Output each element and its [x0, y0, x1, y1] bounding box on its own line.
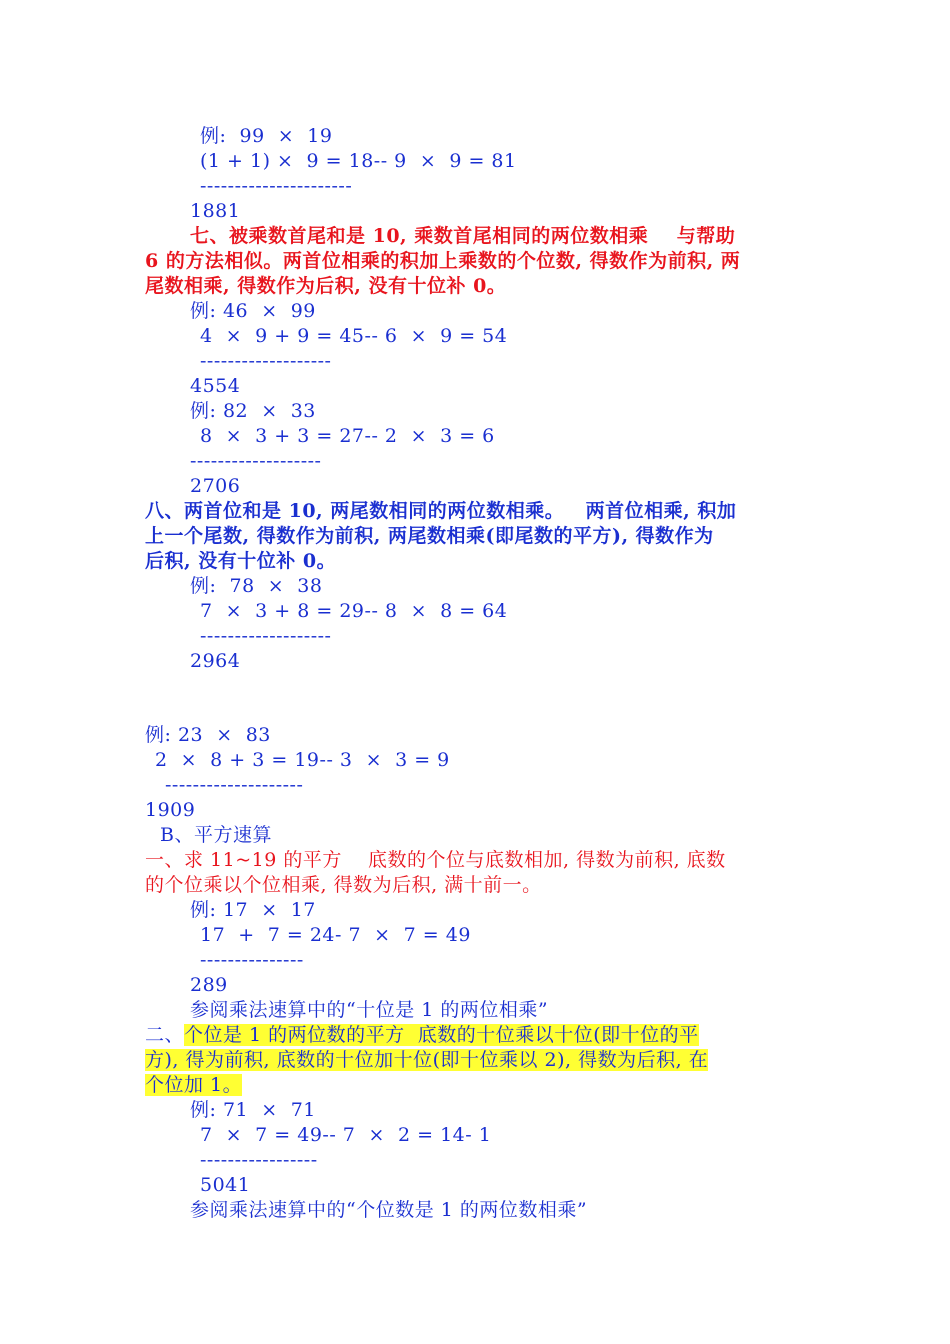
example-line: 例: 71 × 71: [190, 1099, 316, 1121]
example-line: 例: 99 × 19: [200, 125, 333, 147]
section-heading-one: [145, 848, 726, 873]
result-line: 2706: [190, 475, 241, 497]
section-text: 求 11~19 的平方 底数的个位与底数相加, 得数为前积, 底数: [184, 849, 726, 871]
divider-line: -------------------: [190, 450, 322, 472]
section-number: 一、: [145, 849, 185, 871]
calc-line: 7 × 3 + 8 = 29-- 8 × 8 = 64: [200, 600, 508, 622]
section-text: 6 的方法相似。两首位相乘的积加上乘数的个位数, 得数作为前积, 两: [145, 250, 741, 272]
section-text: 上一个尾数, 得数作为前积, 两尾数相乘(即尾数的平方), 得数作为: [145, 525, 714, 547]
reference-note: 参阅乘法速算中的“个位数是 1 的两位数相乘”: [190, 1199, 588, 1221]
section-heading-seven: 七、被乘数首尾和是 10, 乘数首尾相同的两位数相乘 与帮助: [190, 225, 736, 247]
calc-line: (1 + 1) × 9 = 18-- 9 × 9 = 81: [200, 150, 517, 172]
divider-line: ----------------------: [200, 175, 353, 197]
result-line: 1909: [145, 799, 196, 821]
section-text: 尾数相乘, 得数作为后积, 没有十位补 0。: [145, 275, 507, 297]
section-heading-b: B、平方速算: [160, 824, 272, 846]
calc-line: 8 × 3 + 3 = 27-- 2 × 3 = 6: [200, 425, 495, 447]
section-number: 二、: [145, 1024, 185, 1046]
example-line: 例: 46 × 99: [190, 300, 316, 322]
example-line: 例: 23 × 83: [145, 724, 271, 746]
divider-line: -----------------: [200, 1149, 318, 1171]
divider-line: -------------------: [200, 625, 332, 647]
reference-note: 参阅乘法速算中的“十位是 1 的两位相乘”: [190, 999, 549, 1021]
section-heading-two: [145, 1023, 699, 1048]
highlighted-text: 个位是 1 的两位数的平方 底数的十位乘以十位(即十位的平: [184, 1024, 699, 1046]
section-text: [145, 1073, 242, 1098]
highlighted-text: 个位加 1。: [145, 1074, 243, 1096]
calc-line: 7 × 7 = 49-- 7 × 2 = 14- 1: [200, 1124, 492, 1146]
result-line: 4554: [190, 375, 241, 397]
divider-line: ---------------: [200, 949, 304, 971]
example-line: 例: 82 × 33: [190, 400, 316, 422]
example-line: 例: 78 × 38: [190, 575, 323, 597]
section-text: [145, 1048, 708, 1073]
example-line: 例: 17 × 17: [190, 899, 316, 921]
result-line: 1881: [190, 200, 241, 222]
result-line: 289: [190, 974, 228, 996]
calc-line: 4 × 9 + 9 = 45-- 6 × 9 = 54: [200, 325, 508, 347]
result-line: 2964: [190, 650, 241, 672]
section-text: 的个位乘以个位相乘, 得数为后积, 满十前一。: [145, 874, 542, 896]
calc-line: 2 × 8 + 3 = 19-- 3 × 3 = 9: [155, 749, 450, 771]
highlighted-text: 方), 得为前积, 底数的十位加十位(即十位乘以 2), 得数为后积, 在: [145, 1049, 709, 1071]
calc-line: 17 + 7 = 24- 7 × 7 = 49: [200, 924, 471, 946]
section-text: 后积, 没有十位补 0。: [145, 550, 337, 572]
divider-line: --------------------: [165, 774, 304, 796]
section-heading-eight: 八、两首位和是 10, 两尾数相同的两位数相乘。 两首位相乘, 积加: [145, 500, 737, 522]
divider-line: -------------------: [200, 350, 332, 372]
result-line: 5041: [200, 1174, 251, 1196]
